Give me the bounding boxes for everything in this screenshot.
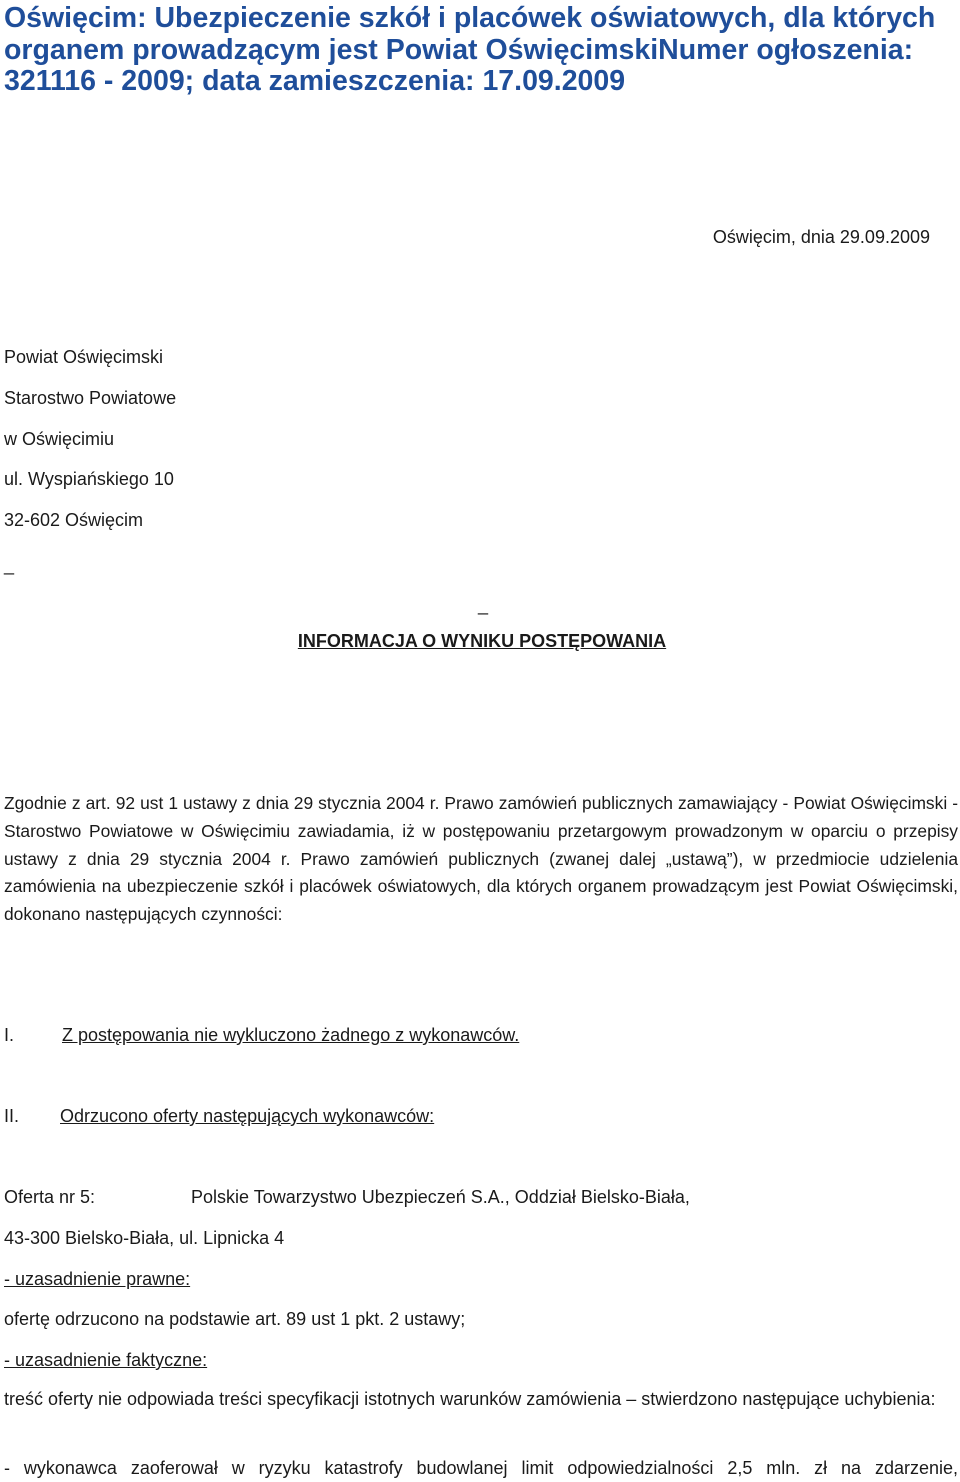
legal-basis-text: ofertę odrzucono na podstawie art. 89 ust 1 pkt. 2 ustawy; xyxy=(4,1309,466,1329)
place-date: Oświęcim, dnia 29.09.2009 xyxy=(712,227,930,247)
factual-basis-text: treść oferty nie odpowiada treści specyfikacji istotnych warunków zamówienia – stwierdzono następujące uchybienia: xyxy=(4,1389,936,1409)
stray-mark-2: _ xyxy=(478,595,489,615)
address-line-1: Powiat Oświęcimski xyxy=(4,347,164,367)
offer-address: 43-300 Bielsko-Biała, ul. Lipnicka 4 xyxy=(4,1228,285,1248)
list-item xyxy=(4,1104,435,1128)
item-number: I. xyxy=(4,1025,15,1045)
list-item xyxy=(4,1023,520,1047)
deficiency-item: - wykonawca zaoferował w ryzyku katastrofy budowlanej limit odpowiedzialności 2,5 mln. zł na zdarzenie, xyxy=(4,1458,958,1478)
stray-mark: _ xyxy=(4,555,15,575)
item-text: Z postępowania nie wykluczono żadnego z wykonawców. xyxy=(62,1025,520,1045)
item-number: II. xyxy=(4,1106,20,1126)
address-line-3: w Oświęcimiu xyxy=(4,429,115,449)
page-title: Oświęcim: Ubezpieczenie szkół i placówek oświatowych, dla których organem prowadzącym jest Powiat OświęcimskiNumer ogłoszenia: 321116 - 2009; data zamieszczenia: 17.09.2009 xyxy=(4,2,936,97)
offer-company: Polskie Towarzystwo Ubezpieczeń S.A., Oddział Bielsko-Biała, xyxy=(191,1187,690,1207)
factual-basis-label: - uzasadnienie faktyczne: xyxy=(4,1350,208,1370)
address-line-5: 32-602 Oświęcim xyxy=(4,510,144,530)
item-text: Odrzucono oferty następujących wykonawców: xyxy=(60,1106,435,1126)
intro-paragraph: Zgodnie z art. 92 ust 1 ustawy z dnia 29 stycznia 2004 r. Prawo zamówień publicznych zamawiający - Powiat Oświęcimski - Starostwo Powiatowe w Oświęcimiu zawiadamia, iż w postępowaniu przetargowym prowadzonym w oparciu o przepisy ustawy z dnia 29 stycznia 2004 r. Prawo zamówień publicznych (zwanej dalej „ustawą”), w przedmiocie udzielenia zamówienia na ubezpieczenie szkół i placówek oświatowych, dla których organem prowadzącym jest Powiat Oświęcimski, dokonano następujących czynności: xyxy=(4,793,958,925)
legal-basis-label: - uzasadnienie prawne: xyxy=(4,1269,191,1289)
address-line-2: Starostwo Powiatowe xyxy=(4,388,177,408)
offer-label: Oferta nr 5: xyxy=(4,1187,96,1207)
address-line-4: ul. Wyspiańskiego 10 xyxy=(4,469,174,489)
section-heading: INFORMACJA O WYNIKU POSTĘPOWANIA xyxy=(297,631,667,651)
